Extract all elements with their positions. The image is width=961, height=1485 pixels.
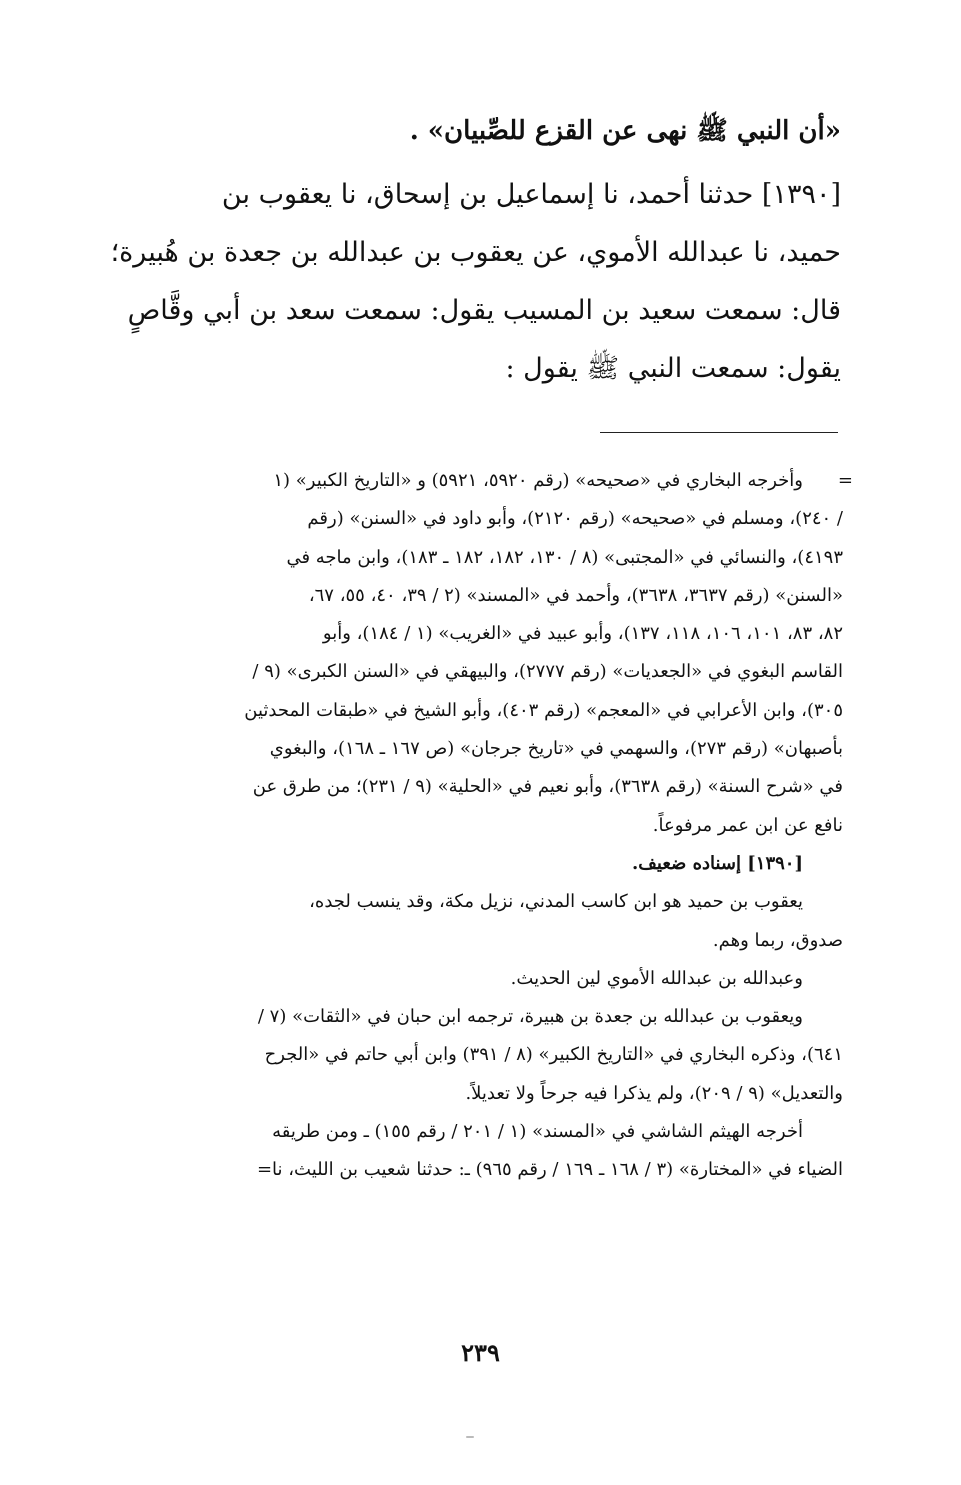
main-text bbox=[110, 108, 841, 398]
scan-speck bbox=[466, 1436, 474, 1438]
footnote-line: أخرجه الهيثم الشاشي في «المسند» (١ / ٢٠١ / رقم ١٥٥) ـ ومن طريقه bbox=[272, 1121, 803, 1143]
main-line: حميد، نا عبدالله الأموي، عن يعقوب بن عبدالله بن جعدة بن هُبيرة؛ bbox=[110, 237, 841, 268]
footnote-line: بأصبهان» (رقم ٢٧٣)، والسهمي في «تاريخ جرجان» (ص ١٦٧ ـ ١٦٨)، والبغوي bbox=[269, 738, 843, 760]
footnote-line: في «شرح السنة» (رقم ٣٦٣٨)، وأبو نعيم في «الحلية» (٩ / ٢٣١)؛ من طرق عن bbox=[252, 776, 843, 798]
main-line: [١٣٩٠] حدثنا أحمد، نا إسماعيل بن إسحاق، نا يعقوب بن bbox=[221, 179, 841, 210]
footnote-heading: [١٣٩٠] إسناده ضعيف. bbox=[632, 852, 803, 874]
footnote-line: ٤١٩٣)، والنسائي في «المجتبى» (٨ / ١٣٠، ١٨٢، ١٨٢ ـ ١٨٣)، وابن ماجه في bbox=[286, 546, 843, 568]
footnote-line: وعبدالله بن عبدالله الأموي لين الحديث. bbox=[510, 967, 803, 989]
footnote-line: ٦٤١)، وذكره البخاري في «التاريخ الكبير» (٨ / ٣٩١) وابن أبي حاتم في «الجرح bbox=[264, 1044, 843, 1066]
footnote-line: «السنن» (رقم ٣٦٣٧، ٣٦٣٨)، وأحمد في «المسند» (٢ / ٣٩، ٤٠، ٥٥، ٦٧، bbox=[308, 584, 843, 606]
footnote-line: ٣٠٥)، وابن الأعرابي في «المعجم» (رقم ٤٠٣)، وأبو الشيخ في «طبقات المحدثين bbox=[244, 699, 843, 721]
footnote-line: والتعديل» (٩ / ٢٠٩)، ولم يذكرا فيه جرحاً ولا تعديلاً. bbox=[465, 1082, 843, 1104]
footnote-line: يعقوب بن حميد هو ابن كاسب المدني، نزيل مكة، وقد ينسب لجده، bbox=[309, 891, 803, 913]
footnote-line: صدوق، ربما وهم. bbox=[712, 929, 843, 951]
footnote-line: ٨٢، ٨٣، ١٠١، ١٠٦، ١١٨، ١٣٧)، وأبو عبيد في «الغريب» (١ / ١٨٤)، وأبو bbox=[322, 623, 843, 645]
footnote-line: وأخرجه البخاري في «صحيحه» (رقم ٥٩٢٠، ٥٩٢١) و «التاريخ الكبير» (١ bbox=[273, 470, 803, 491]
footnote-separator bbox=[600, 432, 838, 433]
page-number: ٢٣٩ bbox=[461, 1338, 500, 1367]
footnote-line: القاسم البغوي في «الجعديات» (رقم ٢٧٧٧)، والبيهقي في «السنن الكبرى» (٩ / bbox=[252, 661, 843, 683]
footnotes bbox=[112, 462, 843, 1190]
footnote-line: / ٢٤٠)، ومسلم في «صحيحه» (رقم ٢١٢٠)، وأبو داود في «السنن» (رقم bbox=[307, 508, 843, 530]
main-line: قال: سمعت سعيد بن المسيب يقول: سمعت سعد بن أبي وقَّاصٍ bbox=[127, 295, 841, 326]
footnote-line: ويعقوب بن عبدالله بن جعدة بن هبيرة، ترجمه ابن حبان في «الثقات» (٧ / bbox=[257, 1006, 803, 1028]
footnote-line: نافع عن ابن عمر مرفوعاً. bbox=[652, 814, 843, 836]
footnote-line: الضياء في «المختارة» (٣ / ١٦٨ ـ ١٦٩ / رقم ٩٦٥) ـ: حدثنا شعيب بن الليث، نا= bbox=[256, 1159, 843, 1181]
footnote-continuation-marker: = bbox=[837, 470, 853, 491]
main-line: يقول: سمعت النبي ﷺ يقول : bbox=[505, 353, 841, 384]
main-line: «أن النبي ﷺ نهى عن القزع للصِّبيان» . bbox=[409, 116, 841, 146]
